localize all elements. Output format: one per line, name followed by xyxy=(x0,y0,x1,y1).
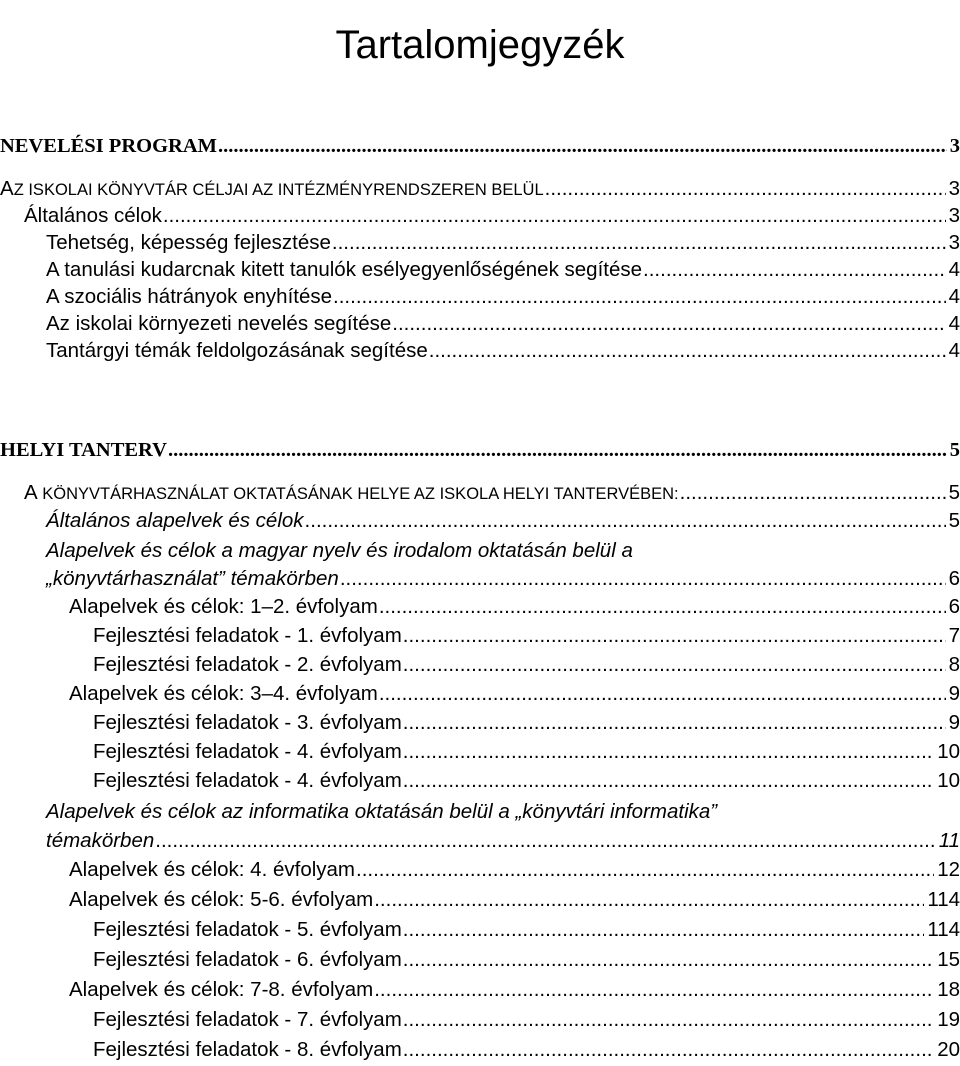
toc-leader xyxy=(403,917,925,943)
toc-label: Fejlesztési feladatok - 6. évfolyam xyxy=(93,948,402,971)
toc-leader xyxy=(403,1037,934,1063)
toc-label xyxy=(0,176,544,203)
toc-entry[interactable] xyxy=(46,230,960,256)
toc-page-number: 9 xyxy=(948,711,960,734)
toc-page-number: 11 xyxy=(938,829,960,852)
toc-label: Az iskolai környezeti nevelés segítése xyxy=(46,312,392,335)
toc-page-number: 9 xyxy=(948,682,960,705)
toc-entry[interactable] xyxy=(46,284,960,310)
toc-label-smallcaps: Z ISKOLAI KÖNYVTÁR CÉLJAI AZ INTÉZMÉNYRENDSZEREN BELÜL xyxy=(13,181,544,199)
toc-leader xyxy=(305,508,946,534)
toc-page-number: 20 xyxy=(937,1038,960,1061)
toc-page-number: 4 xyxy=(948,258,960,281)
toc-entry[interactable] xyxy=(93,768,960,794)
toc-page-number: 3 xyxy=(948,231,960,254)
toc-label: A tanulási kudarcnak kitett tanulók esélyegyenlőségének segítése xyxy=(46,258,643,281)
toc-label: Fejlesztési feladatok - 1. évfolyam xyxy=(93,624,402,647)
toc-entry[interactable] xyxy=(93,739,960,765)
toc-page-number: 4 xyxy=(948,339,960,362)
toc-label: Fejlesztési feladatok - 3. évfolyam xyxy=(93,711,402,734)
toc-label: Fejlesztési feladatok - 2. évfolyam xyxy=(93,653,402,676)
toc-entry[interactable] xyxy=(93,1007,960,1033)
toc-page-number: 8 xyxy=(948,653,960,676)
toc-page-number: 5 xyxy=(948,481,960,504)
toc-entry[interactable] xyxy=(24,203,960,229)
toc-entry[interactable] xyxy=(93,623,960,649)
toc-label-smallcaps: KÖNYVTÁRHASZNÁLAT OKTATÁSÁNAK HELYE AZ ISKOLA HELYI TANTERVÉBEN: xyxy=(37,485,679,503)
toc-leader xyxy=(379,594,946,620)
toc-label: Tehetség, képesség fejlesztése xyxy=(46,231,331,254)
toc-entry[interactable] xyxy=(46,311,960,337)
toc-entry[interactable] xyxy=(93,652,960,678)
toc-entry[interactable] xyxy=(69,594,960,620)
toc-entry[interactable] xyxy=(46,257,960,283)
toc-entry-iskolai-konyvtar-celjai[interactable] xyxy=(0,176,960,203)
toc-entry-magyar-nyelv[interactable] xyxy=(46,566,960,592)
toc-page-number: 10 xyxy=(937,740,960,763)
toc-leader xyxy=(155,828,935,854)
toc-page-number: 114 xyxy=(927,888,960,911)
toc-label: Alapelvek és célok: 3–4. évfolyam xyxy=(69,682,378,705)
toc-entry[interactable] xyxy=(69,887,960,913)
toc-label: Fejlesztési feladatok - 7. évfolyam xyxy=(93,1008,402,1031)
toc-entry-informatika[interactable] xyxy=(46,828,960,854)
toc-page-number: 15 xyxy=(937,948,960,971)
toc-entry[interactable] xyxy=(69,681,960,707)
toc-label: NEVELÉSI PROGRAM xyxy=(0,135,217,157)
toc-entry[interactable] xyxy=(93,710,960,736)
toc-leader xyxy=(680,480,946,506)
toc-label: HELYI TANTERV xyxy=(0,439,167,461)
toc-entry[interactable] xyxy=(69,977,960,1003)
toc-entry-altalanos-alapelvek[interactable] xyxy=(46,508,960,534)
toc-leader xyxy=(643,257,946,283)
toc-leader xyxy=(392,311,945,337)
toc-label: Alapelvek és célok: 1–2. évfolyam xyxy=(69,595,378,618)
toc-label: Fejlesztési feladatok - 4. évfolyam xyxy=(93,769,402,792)
toc-label: Alapelvek és célok: 4. évfolyam xyxy=(69,858,355,881)
toc-page-number: 3 xyxy=(948,204,960,227)
toc-entry[interactable] xyxy=(93,947,960,973)
toc-label: témakörben xyxy=(46,829,155,852)
toc-label: Alapelvek és célok: 5-6. évfolyam xyxy=(69,888,374,911)
toc-label: Alapelvek és célok: 7-8. évfolyam xyxy=(69,978,374,1001)
toc-leader xyxy=(379,681,946,707)
toc-leader xyxy=(403,710,946,736)
toc-entry[interactable] xyxy=(93,1037,960,1063)
toc-page-number: 6 xyxy=(948,595,960,618)
toc-leader xyxy=(332,230,946,256)
toc-leader xyxy=(403,768,934,794)
toc-leader xyxy=(168,437,947,463)
toc-label-initial: A xyxy=(0,177,14,200)
toc-page-number: 18 xyxy=(937,978,960,1001)
toc-entry[interactable] xyxy=(93,917,960,943)
toc-label: A szociális hátrányok enyhítése xyxy=(46,285,333,308)
toc-entry-line[interactable]: Alapelvek és célok az informatika oktatásán belül a „könyvtári informatika” xyxy=(46,800,718,823)
toc-label: Általános alapelvek és célok xyxy=(46,509,304,532)
toc-leader xyxy=(333,284,946,310)
toc-page-number: 114 xyxy=(927,918,960,941)
toc-entry[interactable] xyxy=(46,338,960,364)
toc-page-number: 3 xyxy=(949,135,960,157)
toc-label: Fejlesztési feladatok - 4. évfolyam xyxy=(93,740,402,763)
toc-leader xyxy=(545,176,946,202)
toc-page-number: 12 xyxy=(937,858,960,881)
toc-page-number: 7 xyxy=(948,624,960,647)
toc-page-number: 5 xyxy=(948,509,960,532)
toc-page-number: 3 xyxy=(948,177,960,200)
toc-page-number: 5 xyxy=(949,439,960,461)
toc-page-number: 4 xyxy=(948,312,960,335)
toc-leader xyxy=(403,739,934,765)
toc-label: „könyvtárhasználat” témakörben xyxy=(46,567,339,590)
toc-leader xyxy=(374,977,934,1003)
toc-label-initial: A xyxy=(24,481,38,504)
toc-heading-nevelesi-program[interactable] xyxy=(0,133,960,159)
toc-leader xyxy=(340,566,946,592)
toc-page-number: 19 xyxy=(937,1008,960,1031)
toc-heading-helyi-tanterv[interactable] xyxy=(0,437,960,463)
toc-entry[interactable] xyxy=(69,857,960,883)
toc-leader xyxy=(218,133,947,159)
toc-leader xyxy=(403,652,946,678)
toc-page-number: 10 xyxy=(937,769,960,792)
toc-label: Fejlesztési feladatok - 5. évfolyam xyxy=(93,918,402,941)
toc-label: Általános célok xyxy=(24,204,162,227)
toc-label: Tantárgyi témák feldolgozásának segítése xyxy=(46,339,428,362)
page-title: Tartalomjegyzék xyxy=(335,22,625,67)
toc-label: Fejlesztési feladatok - 8. évfolyam xyxy=(93,1038,402,1061)
toc-entry-line[interactable]: Alapelvek és célok a magyar nyelv és irodalom oktatásán belül a xyxy=(46,539,633,562)
toc-leader xyxy=(403,947,934,973)
toc-label xyxy=(24,480,679,507)
toc-entry-konyvtarhasznalat-helye[interactable] xyxy=(24,480,960,507)
toc-leader xyxy=(374,887,924,913)
toc-leader xyxy=(403,623,946,649)
toc-page-number: 4 xyxy=(948,285,960,308)
toc-leader xyxy=(163,203,946,229)
toc-leader xyxy=(429,338,946,364)
toc-leader xyxy=(403,1007,934,1033)
toc-leader xyxy=(356,857,934,883)
toc-page-number: 6 xyxy=(948,567,960,590)
